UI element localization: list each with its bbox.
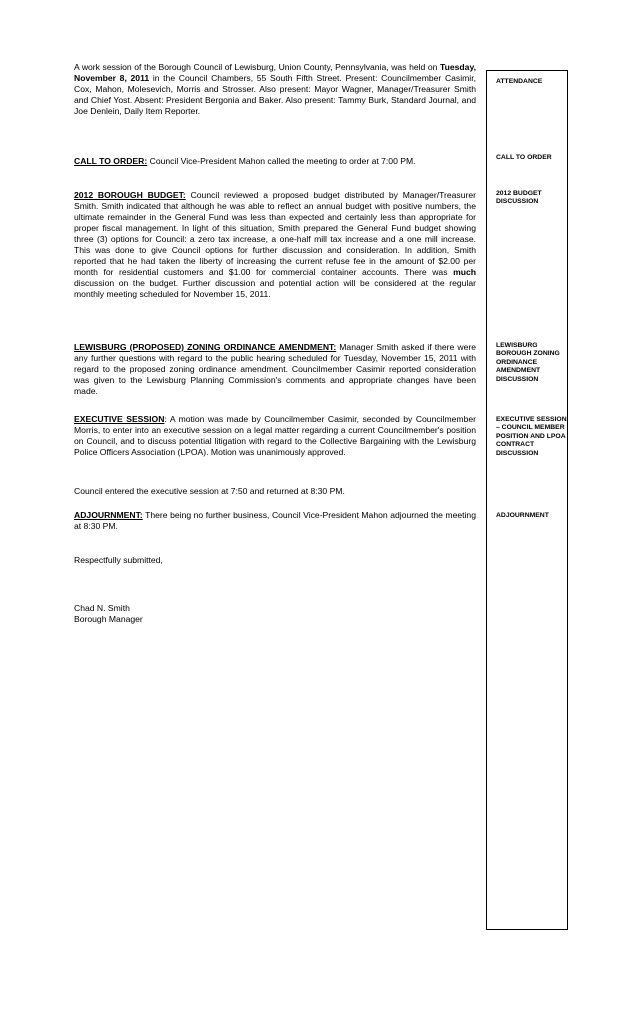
- signature-name: Chad N. Smith: [74, 603, 130, 613]
- executive-heading: EXECUTIVE SESSION: [74, 414, 165, 424]
- zoning-heading: LEWISBURG (PROPOSED) ZONING ORDINANCE AMENDMENT:: [74, 342, 337, 352]
- call-to-order-heading: CALL TO ORDER:: [74, 156, 148, 166]
- sidebar-attendance: ATTENDANCE: [496, 78, 543, 85]
- attendance-paragraph: [74, 62, 476, 117]
- budget-text-a: Council reviewed a proposed budget distributed by Manager/Treasurer Smith. Smith indicated that although he was able to reflect an annual budget with positive numbers, the ultimate remainder in the General Fund was less than expected and certainly less than appropriate for proper fiscal management. In light of this situation, Smith prepared the General Fund budget showing three (3) options for Council: a zero tax increase, a one-half mill tax increase and a one mill increase. This was done to give Council options for further discussion and consideration. In addition, Smith reported that he had taken the liberty of increasing the current refuse fee in the amount of $2.00 per month for residential customers and $1.00 for commercial container accounts. There was: [74, 190, 477, 277]
- sidebar-adjournment: ADJOURNMENT: [496, 512, 549, 519]
- adjournment-paragraph: [74, 510, 476, 532]
- budget-paragraph: [74, 190, 476, 300]
- budget-heading: 2012 BOROUGH BUDGET:: [74, 190, 186, 200]
- call-to-order-paragraph: [74, 156, 476, 167]
- zoning-text: Manager Smith asked if there were any further questions with regard to the public hearing scheduled for Tuesday, November 15, 2011 with regard to the proposed zoning ordinance amendment. Councilmember Casimir reported consideration was given to the Lewisburg Planning Commission's comments and appropriate changes have been made.: [74, 342, 477, 396]
- exec-times: Council entered the executive session at 7:50 and returned at 8:30 PM.: [74, 486, 345, 496]
- budget-emphasis: much: [453, 267, 476, 277]
- meeting-date: Tuesday, November 8, 2011: [74, 62, 476, 83]
- attendance-pre: A work session of the Borough Council of Lewisburg, Union County, Pennsylvania, was held on: [74, 62, 441, 72]
- call-to-order-text: Council Vice-President Mahon called the meeting to order at 7:00 PM.: [147, 156, 416, 166]
- sidebar-zoning: LEWISBURG BOROUGH ZONING ORDINANCE AMENDMENT DISCUSSION: [496, 342, 560, 383]
- sidebar-executive: EXECUTIVE SESSION – COUNCIL MEMBER POSITION AND LPOA CONTRACT DISCUSSION: [496, 416, 567, 457]
- executive-paragraph: [74, 414, 476, 458]
- zoning-paragraph: [74, 342, 476, 397]
- adjournment-text: There being no further business, Council Vice-President Mahon adjourned the meeting at 8:30 PM.: [74, 510, 476, 531]
- sidebar-budget: 2012 BUDGET DISCUSSION: [496, 190, 542, 206]
- executive-text: : A motion was made by Councilmember Casimir, seconded by Councilmember Morris, to enter into an executive session on a legal matter regarding a current Councilmember's position on Council, and to discuss potential litigation with regard to the Collective Bargaining with the Lewisburg Police Officers Association (LPOA). Motion was unanimously approved.: [74, 414, 476, 457]
- attendance-post: in the Council Chambers, 55 South Fifth Street. Present: Councilmember Casimir, Cox, Mahon, Molesevich, Morris and Strosser. Also present: Mayor Wagner, Manager/Treasurer Smith and Chief Yost. Absent: President Bergonia and Baker. Also present: Tammy Burk, Standard Journal, and Joe Denlein, Daily Item Reporter.: [74, 73, 476, 116]
- adjournment-heading: ADJOURNMENT:: [74, 510, 143, 520]
- budget-text-b: discussion on the budget. Further discussion and potential action will be considered at the regular monthly meeting scheduled for November 15, 2011.: [74, 278, 476, 299]
- closing: Respectfully submitted,: [74, 555, 163, 565]
- sidebar-call-to-order: CALL TO ORDER: [496, 154, 552, 161]
- signature-title: Borough Manager: [74, 614, 143, 624]
